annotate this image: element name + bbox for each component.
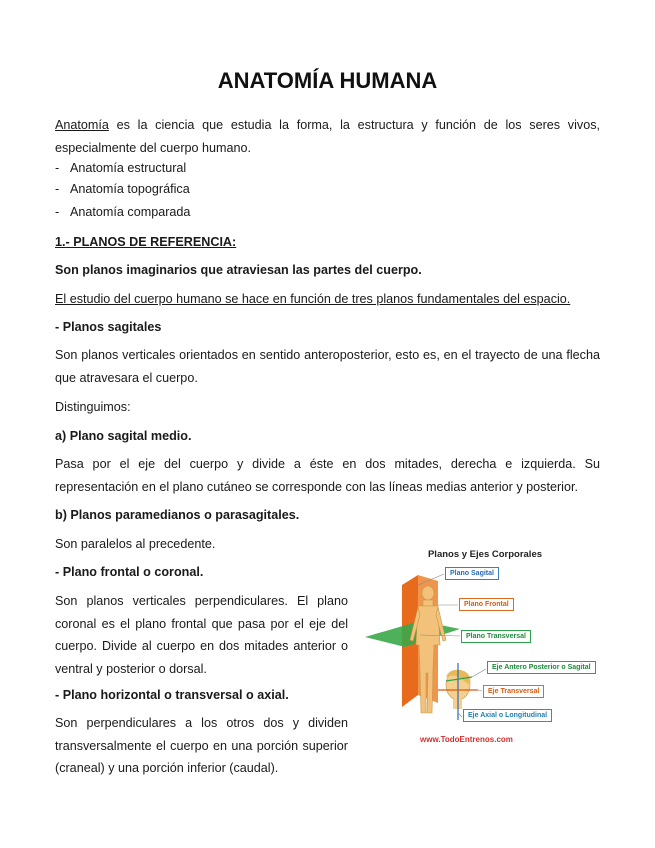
distinguimos-text: Distinguimos: (55, 400, 131, 414)
horizontal-text: Son perpendiculares a los otros dos y dividen transversalmente el cuerpo en una porción superior (craneal) y una porción inferior (caudal). (55, 716, 348, 775)
bullet-text: Anatomía topográfica (70, 182, 190, 196)
sagital-medio-heading: a) Plano sagital medio. (55, 429, 192, 443)
frontal-text: Son planos verticales perpendiculares. El plano coronal es el plano frontal que pasa por el eje del cuerpo. Divide al cuerpo en dos mitades anterior o ventral y posterior o dorsal. (55, 594, 348, 676)
label-plano-transversal: Plano Transversal (461, 630, 531, 643)
bullet-text: Anatomía comparada (70, 205, 191, 219)
sagital-medio-text: Pasa por el eje del cuerpo y divide a éste en dos mitades, derecha e izquierda. Su representación en el plano cutáneo se corresponde con las líneas medias anterior y posterior. (55, 457, 600, 494)
figure-title: Planos y Ejes Corporales (427, 549, 543, 560)
paramedianos-heading: b) Planos paramedianos o parasagitales. (55, 508, 300, 522)
section-heading: 1.- PLANOS DE REFERENCIA: (55, 235, 237, 249)
label-plano-sagital: Plano Sagital (445, 567, 499, 580)
label-eje-transversal: Eje Transversal (483, 685, 544, 698)
label-eje-antero-posterior: Eje Antero Posterior o Sagital (487, 661, 596, 674)
horizontal-heading: - Plano horizontal o transversal o axial. (55, 688, 289, 702)
sagitales-heading: - Planos sagitales (55, 320, 162, 334)
bullet-item (55, 161, 186, 175)
frontal-heading: - Plano frontal o coronal. (55, 565, 204, 579)
bullet-item (55, 182, 190, 196)
website-caption: www.TodoEntrenos.com (420, 735, 513, 744)
bullet-dash: - (55, 205, 60, 219)
bullet-dash: - (55, 182, 60, 196)
sagitales-text: Son planos verticales orientados en sentido anteroposterior, esto es, en el trayecto de una flecha que atravesara el cuerpo. (55, 348, 600, 385)
paramedianos-text: Son paralelos al precedente. (55, 537, 216, 551)
section-note: El estudio del cuerpo humano se hace en función de tres planos fundamentales del espacio. (55, 292, 571, 306)
intro-text: es la ciencia que estudia la forma, la estructura y función de los seres vivos, especialmente del cuerpo humano. (55, 118, 600, 155)
body-planes-figure (360, 545, 610, 755)
page-title: ANATOMÍA HUMANA (217, 68, 438, 93)
label-plano-frontal: Plano Frontal (459, 598, 514, 611)
bullet-dash: - (55, 161, 60, 175)
anatomia-link-word: Anatomía (55, 118, 109, 132)
intro-paragraph (55, 114, 600, 159)
section-lead: Son planos imaginarios que atraviesan las partes del cuerpo. (55, 263, 422, 277)
bullet-item (55, 205, 190, 219)
bullet-text: Anatomía estructural (70, 161, 187, 175)
label-eje-axial: Eje Axial o Longitudinal (463, 709, 552, 722)
